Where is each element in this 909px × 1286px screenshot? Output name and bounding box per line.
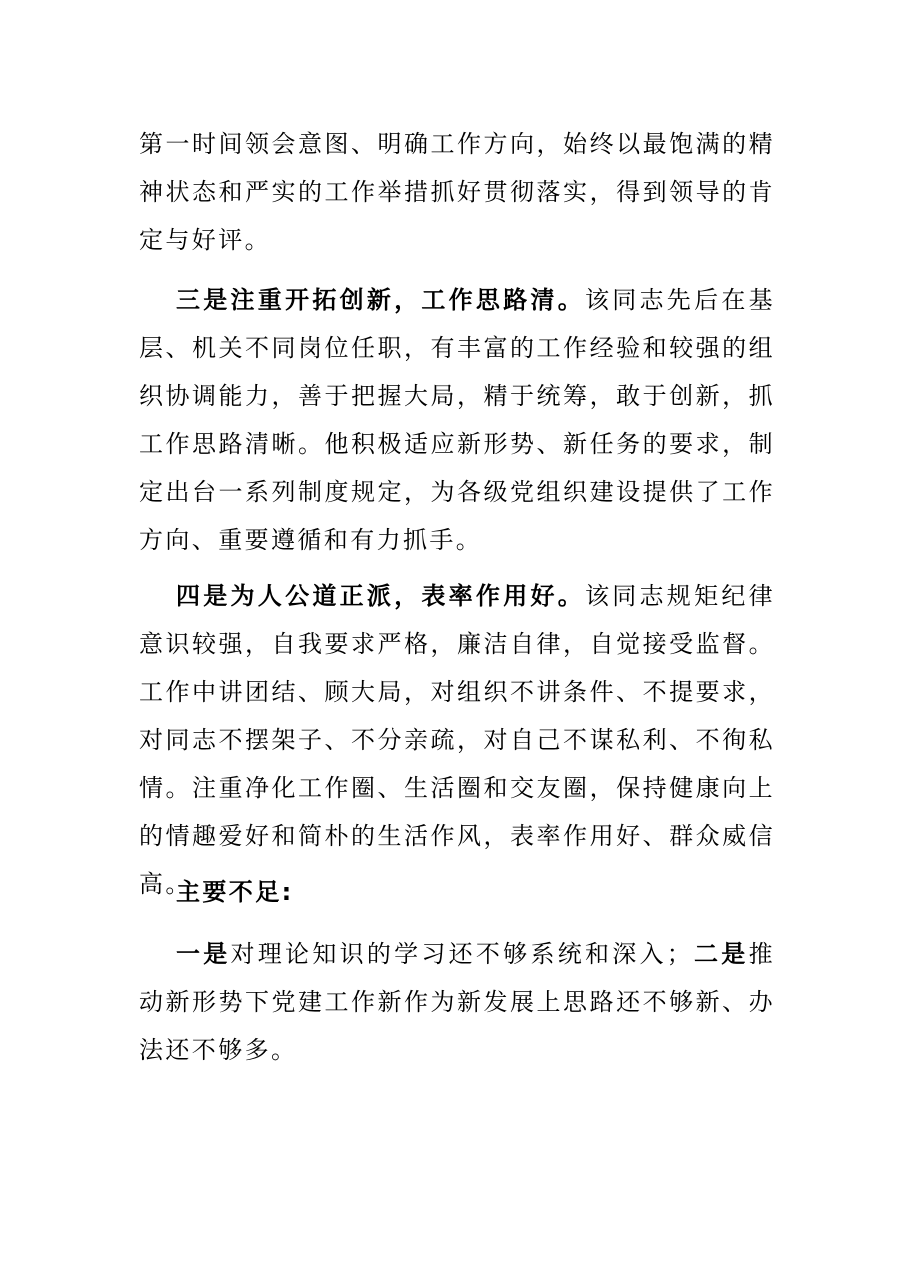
section-heading: 主要不足:: [176, 878, 294, 906]
paragraph-heading: 四是为人公道正派，表率作用好。: [176, 582, 585, 610]
item-label-first: 一是: [176, 940, 231, 968]
paragraph-heading: 三是注重开拓创新，工作思路清。: [176, 286, 585, 314]
paragraph-text: 该同志规矩纪律意识较强，自我要求严格，廉洁自律，自觉接受监督。工作中讲团结、顾大局，对组织不讲条件、不提要求，对同志不摆架子、不分亲疏，对自己不谋私利、不徇私情。注重净化工作圈、生活圈和交友圈，保持健康向上的情趣爱好和简朴的生活作风，表率作用好、群众威信高。: [139, 582, 775, 898]
paragraph-integrity: [139, 572, 775, 908]
item-label-second: 二是: [693, 940, 749, 968]
paragraph-text: 该同志先后在基层、机关不同岗位任职，有丰富的工作经验和较强的组织协调能力，善于把握大局，精于统筹，敢于创新，抓工作思路清晰。他积极适应新形势、新任务的要求，制定出台一系列制度规定，为各级党组织建设提供了工作方向、重要遵循和有力抓手。: [139, 286, 775, 554]
paragraph-continuation: [139, 120, 775, 264]
item-text-first: 对理论知识的学习还不够系统和深入；: [230, 940, 694, 968]
paragraph-innovation: [139, 276, 775, 564]
paragraph-shortcomings: [139, 930, 775, 1074]
paragraph-text: 第一时间领会意图、明确工作方向，始终以最饱满的精神状态和严实的工作举措抓好贯彻落实，得到领导的肯定与好评。: [139, 130, 775, 254]
section-heading-shortcomings: [139, 868, 775, 916]
item-text-second: 推动新形势下党建工作新作为新发展上思路还不够新、办法还不够多。: [139, 940, 775, 1064]
